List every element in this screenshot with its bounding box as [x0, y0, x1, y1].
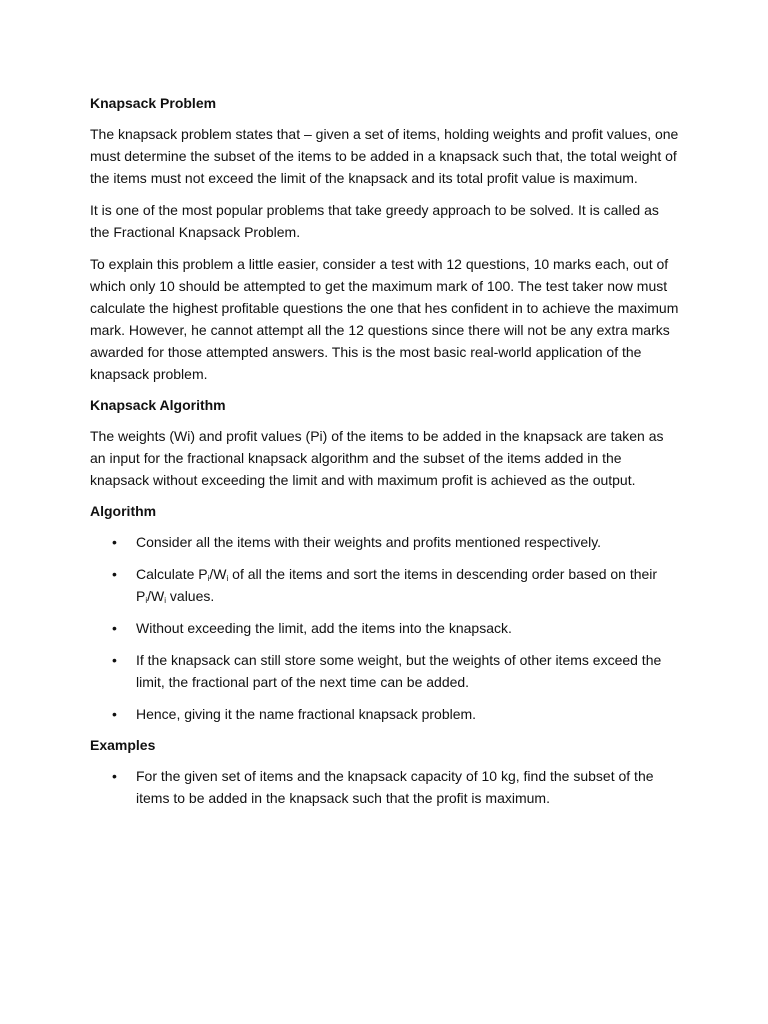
paragraph-algorithm-io: The weights (Wi) and profit values (Pi) of the items to be added in the knapsack are taken as an input for the fractional knapsack algorithm and the subset of the items added in the knapsack without exceeding the limit and with maximum profit is achieved as the output. — [90, 428, 664, 488]
paragraph-example-test: To explain this problem a little easier, consider a test with 12 questions, 10 marks each, out of which only 10 should be attempted to get the maximum mark of 100. The test taker now must calculate the highest profitable questions the one that hes confident in to achieve the maximum mark. However, he cannot attempt all the 12 questions since there will not be any extra marks awarded for those attempted answers. This is the most basic real-world application of the knapsack problem. — [90, 256, 679, 382]
paragraph-definition: The knapsack problem states that – given a set of items, holding weights and profit values, one must determine the subset of the items to be added in a knapsack such that, the total weight of the items must not exceed the limit of the knapsack and its total profit value is maximum. — [90, 126, 679, 186]
step-text-pre: Calculate P — [136, 566, 208, 582]
step-text-post: values. — [166, 588, 215, 604]
list-item — [90, 649, 682, 693]
heading-examples: Examples — [90, 737, 156, 753]
list-item — [90, 765, 682, 809]
list-item — [90, 703, 682, 725]
step-text: Hence, giving it the name fractional knapsack problem. — [136, 706, 477, 722]
paragraph-greedy: It is one of the most popular problems that take greedy approach to be solved. It is called as the Fractional Knapsack Problem. — [90, 202, 659, 240]
subscript: i — [145, 596, 148, 605]
heading-algorithm: Algorithm — [90, 503, 157, 519]
heading-knapsack-problem: Knapsack Problem — [90, 95, 217, 111]
step-text-mid: /W — [147, 588, 165, 604]
document-page — [90, 93, 682, 819]
algorithm-steps-list — [90, 531, 682, 725]
subscript: i — [226, 574, 229, 583]
list-item — [90, 563, 682, 607]
list-item — [90, 617, 682, 639]
step-text: Consider all the items with their weights and profits mentioned respectively. — [136, 534, 602, 550]
examples-list — [90, 765, 682, 809]
heading-knapsack-algorithm: Knapsack Algorithm — [90, 397, 226, 413]
step-text-mid: /W — [209, 566, 227, 582]
example-text: For the given set of items and the knapsack capacity of 10 kg, find the subset of the items to be added in the knapsack such that the profit is maximum. — [136, 768, 654, 806]
step-text: If the knapsack can still store some weight, but the weights of other items exceed the limit, the fractional part of the next time can be added. — [136, 652, 662, 690]
step-text-mid: of all the items and sort the items in descending order based on their P — [136, 566, 658, 604]
step-text: Without exceeding the limit, add the items into the knapsack. — [136, 620, 512, 636]
list-item — [90, 531, 682, 553]
subscript: i — [207, 574, 210, 583]
subscript: i — [164, 596, 167, 605]
